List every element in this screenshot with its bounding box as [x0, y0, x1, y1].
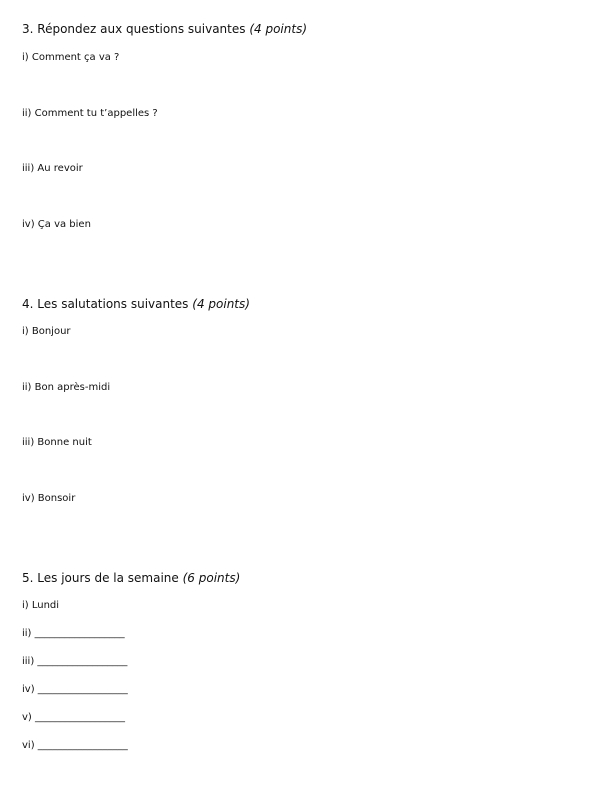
section-3-heading — [22, 22, 307, 36]
section-3-points: (4 points) — [249, 22, 307, 36]
section-4-item-4: iv) Bonsoir — [22, 493, 76, 504]
section-5-title: 5. Les jours de la semaine — [22, 571, 179, 585]
section-5-points: (6 points) — [182, 571, 241, 585]
section-5-item-4: iv) __________________ — [22, 684, 128, 695]
section-4-heading — [22, 297, 250, 311]
section-5-item-3: iii) __________________ — [22, 656, 128, 667]
section-4-title: 4. Les salutations suivantes — [22, 297, 189, 311]
section-3-title: 3. Répondez aux questions suivantes — [22, 22, 246, 36]
section-4-item-1: i) Bonjour — [22, 326, 71, 337]
section-4-points: (4 points) — [192, 297, 250, 311]
section-5-item-6: vi) __________________ — [22, 740, 128, 751]
section-3-item-4: iv) Ça va bien — [22, 219, 91, 230]
section-5-item-5: v) __________________ — [22, 712, 125, 723]
section-5-item-1: i) Lundi — [22, 600, 60, 611]
section-3-item-1: i) Comment ça va ? — [22, 52, 120, 63]
section-3-item-2: ii) Comment tu t’appelles ? — [22, 108, 158, 119]
section-5-item-2: ii) __________________ — [22, 628, 125, 639]
section-5-heading — [22, 571, 240, 585]
section-4-item-3: iii) Bonne nuit — [22, 437, 92, 448]
section-3-item-3: iii) Au revoir — [22, 163, 83, 174]
section-4-item-2: ii) Bon après-midi — [22, 382, 111, 393]
